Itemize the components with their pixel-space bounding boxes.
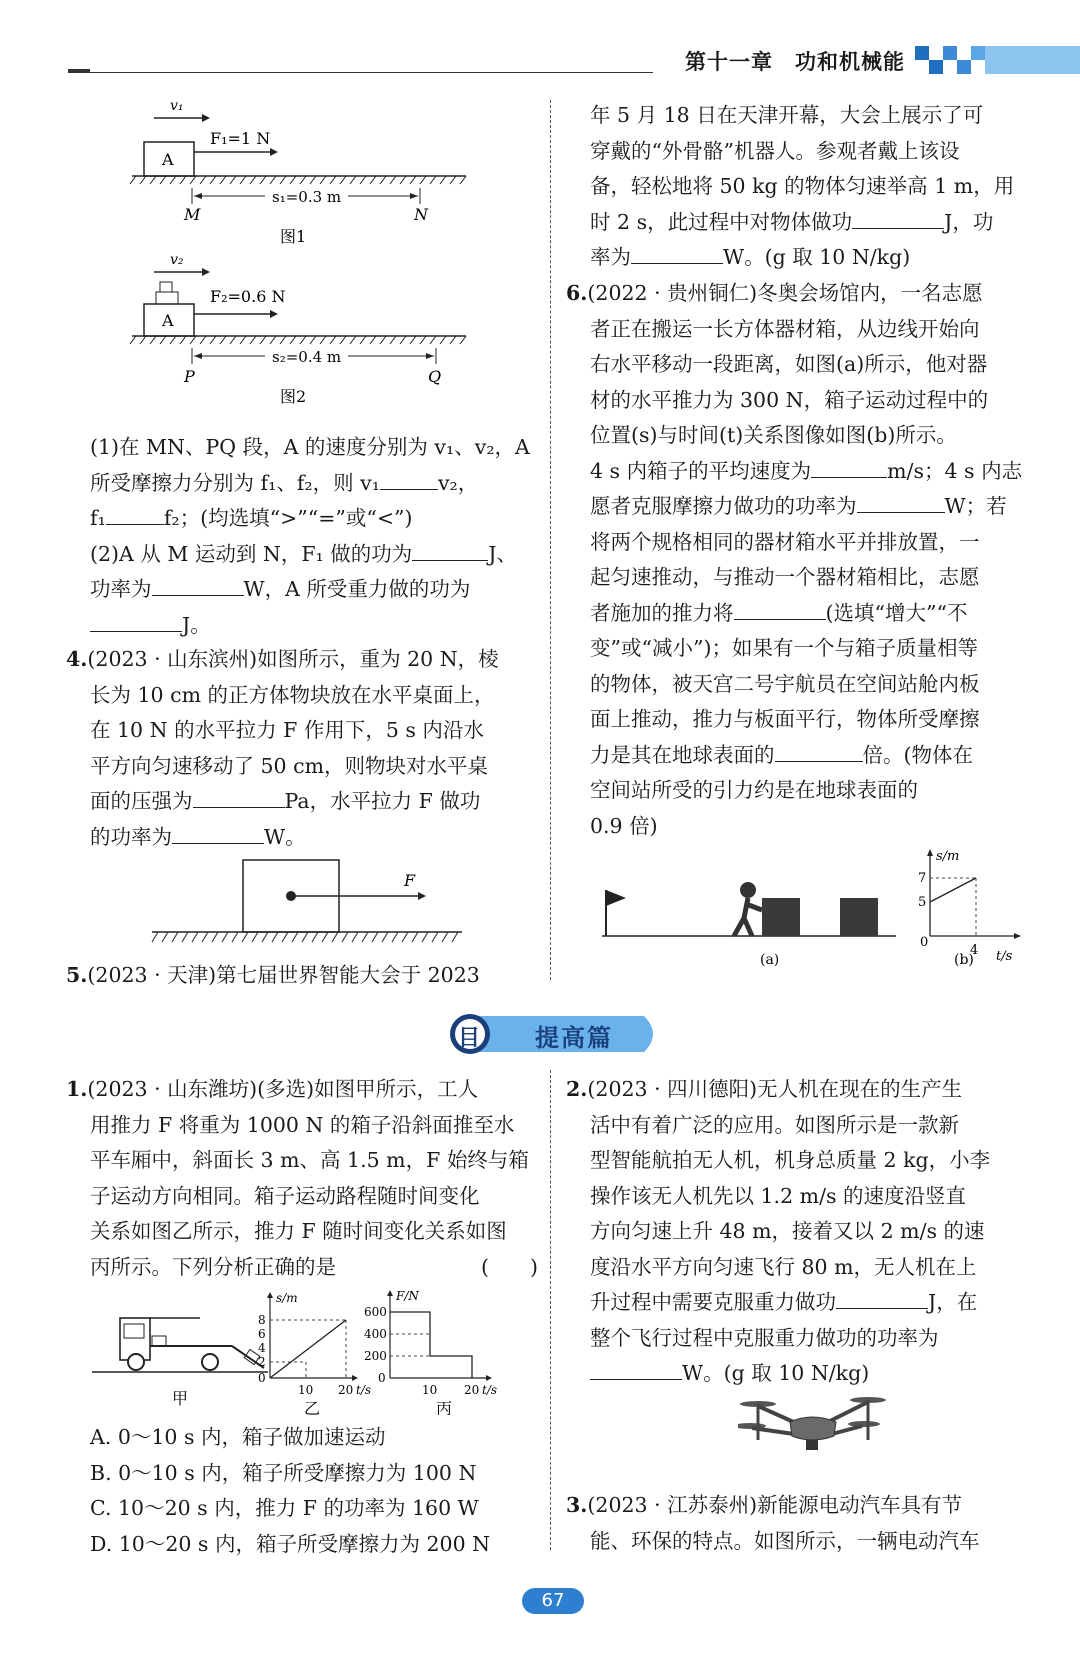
tick-400: 400 — [364, 1327, 387, 1341]
text-line: 1.(2023 · 山东潍坊)(多选)如图甲所示，工人 — [66, 1077, 479, 1101]
option-d[interactable]: D. 10～20 s 内，箱子所受摩擦力为 200 N — [90, 1531, 491, 1556]
section-icon: 目 — [458, 1026, 481, 1051]
tick-4: 4 — [258, 1341, 266, 1355]
block-label: A — [162, 150, 174, 169]
caption-b: (b) — [954, 952, 974, 968]
caption-bing: 丙 — [436, 1399, 453, 1415]
text-line: 将两个规格相同的器材箱水平并排放置，一 — [590, 529, 980, 554]
text-line: 用推力 F 将重为 1000 N 的箱子沿斜面推至水 — [90, 1112, 515, 1137]
text-line: 度沿水平方向匀速飞行 80 m，无人机在上 — [590, 1254, 977, 1279]
caption-jia: 甲 — [172, 1389, 189, 1408]
text-line: 变”或“减小”)；如果有一个与箱子质量相等 — [590, 636, 978, 660]
answer-blank[interactable] — [836, 1288, 928, 1309]
text-line: 长为 10 cm 的正方体物块放在水平桌面上， — [90, 682, 495, 707]
tick-0: 0 — [378, 1371, 386, 1385]
text-line: J。 — [90, 608, 540, 644]
axis-s-label: s/m — [276, 1291, 298, 1305]
text-line: 4.(2023 · 山东滨州)如图所示，重为 20 N，棱 — [66, 647, 499, 671]
text-line: 2.(2023 · 四川德阳)无人机在现在的生产生 — [566, 1077, 963, 1101]
text-line: 者施加的推力将 (选填“增大”“不 — [590, 600, 968, 625]
text-line: 4 s 内箱子的平均速度为 m/s；4 s 内志 — [590, 458, 1023, 483]
question-6 — [566, 276, 1056, 844]
point-q: Q — [428, 367, 442, 386]
text-line: f₁ f₂；(均选填“>”“=”或“<”) — [90, 506, 413, 530]
text-line: 材的水平推力为 300 N，箱子运动过程中的 — [590, 387, 989, 412]
tick-8: 8 — [258, 1313, 266, 1327]
answer-blank[interactable] — [631, 243, 723, 264]
distance-label: s₁=0.3 m — [272, 188, 342, 206]
text-line: 年 5 月 18 日在天津开幕，大会上展示了可 — [590, 103, 984, 127]
text-line: 位置(s)与时间(t)关系图像如图(b)所示。 — [590, 423, 957, 447]
text-line: 6.(2022 · 贵州铜仁)冬奥会场馆内，一名志愿 — [566, 281, 983, 305]
text-line: 愿者克服摩擦力做功的功率为 W；若 — [590, 494, 1007, 518]
tick-x10: 10 — [298, 1383, 314, 1397]
person-head — [740, 882, 756, 898]
axis-s-label: s/m — [936, 849, 960, 864]
text-line: 3.(2023 · 江苏泰州)新能源电动汽车具有节 — [566, 1493, 963, 1517]
text-line: 平车厢中，斜面长 3 m、高 1.5 m，F 始终与箱 — [90, 1148, 529, 1172]
question-3-parts — [90, 430, 540, 643]
axis-t-label: t/s — [482, 1383, 498, 1397]
drone-image — [738, 1390, 888, 1470]
fig2-caption: 图2 — [280, 387, 307, 406]
text-line: 所受摩擦力分别为 f₁、f₂，则 v₁ v₂， — [90, 470, 479, 495]
axis-t-label: t/s — [356, 1383, 372, 1397]
header-decoration — [915, 44, 1080, 84]
caption-a: (a) — [760, 952, 780, 968]
text-line: 的功率为 W。 — [90, 824, 306, 849]
figure-1 — [130, 92, 470, 252]
answer-blank[interactable] — [172, 823, 264, 844]
text-line: 功率为 W，A 所受重力做的功为 — [90, 577, 471, 601]
velocity-label: v₂ — [170, 252, 184, 268]
box-2 — [840, 898, 878, 936]
caption-yi: 乙 — [304, 1399, 321, 1415]
hq-2 — [566, 1072, 1056, 1392]
text-line: 穿戴的“外骨骼”机器人。参观者戴上该设 — [590, 138, 960, 163]
text-line: 率为 W。(g 取 10 N/kg) — [590, 245, 911, 269]
text-line: 能、环保的特点。如图所示，一辆电动汽车 — [590, 1528, 980, 1553]
answer-blank[interactable] — [380, 469, 438, 490]
text-line: 力是其在地球表面的 倍。(物体在 — [590, 742, 973, 767]
truck-scene — [92, 1318, 268, 1372]
text-line: 的物体，被天宫二号宇航员在空间站舱内板 — [590, 671, 980, 696]
tick-0: 0 — [920, 935, 929, 950]
tick-0: 0 — [258, 1371, 266, 1385]
column-divider-top — [550, 100, 551, 980]
page-number: 67 — [522, 1588, 584, 1614]
answer-blank[interactable] — [734, 599, 826, 620]
answer-blank[interactable] — [90, 611, 182, 632]
figure-q4 — [148, 858, 468, 953]
answer-blank[interactable] — [590, 1359, 682, 1380]
text-line: 型智能航拍无人机，机身总质量 2 kg，小李 — [590, 1148, 991, 1172]
answer-bracket[interactable]: ( ) — [481, 1254, 538, 1279]
text-line: 丙所示。下列分析正确的是 ( ) — [66, 1250, 552, 1286]
text-line: (1)在 MN、PQ 段，A 的速度分别为 v₁、v₂，A — [90, 435, 530, 459]
box-1 — [762, 898, 800, 936]
st-graph — [918, 849, 1021, 968]
point-p: P — [184, 367, 195, 386]
text-line: 起匀速推动，与推动一个器材箱相比，志愿 — [590, 565, 980, 589]
tick-7: 7 — [918, 871, 927, 886]
answer-blank[interactable] — [811, 457, 887, 478]
text-line: 操作该无人机先以 1.2 m/s 的速度沿竖直 — [590, 1183, 967, 1208]
text-line: 0.9 倍) — [590, 813, 658, 838]
text-line: 整个飞行过程中克服重力做功的功率为 — [590, 1325, 939, 1350]
text-line: 备，轻松地将 50 kg 的物体匀速举高 1 m，用 — [590, 174, 1015, 198]
answer-blank[interactable] — [152, 575, 244, 596]
block-label: A — [162, 311, 174, 330]
option-b[interactable]: B. 0～10 s 内，箱子所受摩擦力为 100 N — [90, 1460, 477, 1485]
flag — [606, 890, 626, 906]
tick-5: 5 — [918, 895, 927, 910]
option-a[interactable]: A. 0～10 s 内，箱子做加速运动 — [90, 1425, 386, 1449]
text-line: 升过程中需要克服重力做功 J，在 — [590, 1290, 978, 1314]
tick-200: 200 — [364, 1349, 387, 1363]
hq-3 — [566, 1488, 1056, 1559]
chart-yi — [258, 1291, 371, 1397]
force-label: F₂=0.6 N — [210, 287, 286, 306]
header-rule — [68, 72, 653, 73]
text-line: (2)A 从 M 运动到 N，F₁ 做的功为 J、 — [90, 541, 518, 566]
fig1-caption: 图1 — [280, 227, 307, 246]
text-line: 面的压强为 Pa，水平拉力 F 做功 — [90, 789, 481, 813]
axis-t-label: t/s — [996, 949, 1013, 964]
figure-q6 — [598, 848, 1038, 978]
distance-label: s₂=0.4 m — [272, 348, 342, 366]
hq-1-options — [90, 1420, 550, 1562]
hq-1 — [66, 1072, 552, 1285]
text-line: 活中有着广泛的应用。如图所示是一款新 — [590, 1112, 959, 1137]
tick-4: 4 — [970, 943, 979, 958]
text-line: 在 10 N 的水平拉力 F 作用下，5 s 内沿水 — [90, 718, 484, 742]
text-line: W。(g 取 10 N/kg) — [566, 1356, 1056, 1392]
tick-600: 600 — [364, 1305, 387, 1319]
text-line: 5.(2023 · 天津)第七届世界智能大会于 2023 — [66, 963, 480, 987]
figure-hq1 — [92, 1290, 522, 1415]
tick-6: 6 — [258, 1327, 266, 1341]
text-line: 时 2 s，此过程中对物体做功 J，功 — [590, 209, 994, 234]
axis-f-label: F/N — [396, 1290, 419, 1303]
tick-x20: 20 — [464, 1383, 480, 1397]
question-5-start — [66, 958, 546, 994]
answer-blank[interactable] — [775, 741, 863, 762]
answer-blank[interactable] — [412, 540, 488, 561]
figure-2 — [130, 252, 470, 407]
answer-blank[interactable] — [852, 208, 944, 229]
text-line: 者正在搬运一长方体器材箱，从边线开始向 — [590, 316, 980, 341]
text-line: 面上推动，推力与板面平行，物体所受摩擦 — [590, 707, 980, 731]
bing-step — [390, 1312, 472, 1378]
text-line: 空间站所受的引力约是在地球表面的 — [590, 778, 918, 802]
chart-bing — [364, 1290, 497, 1397]
text-line: 关系如图乙所示，推力 F 随时间变化关系如图 — [90, 1219, 507, 1243]
point-m: M — [184, 205, 201, 224]
text-line: 右水平移动一段距离，如图(a)所示，他对器 — [590, 352, 988, 376]
question-5-cont — [590, 98, 1050, 276]
answer-blank[interactable] — [857, 492, 945, 513]
velocity-label: v₁ — [170, 98, 184, 114]
tick-2: 2 — [258, 1355, 266, 1369]
text-line: 平方向匀速移动了 50 cm，则物块对水平桌 — [90, 753, 489, 778]
force-label: F — [404, 871, 416, 890]
answer-blank[interactable] — [193, 787, 285, 808]
tick-x20: 20 — [338, 1383, 354, 1397]
text-line: 方向匀速上升 48 m，接着又以 2 m/s 的速 — [590, 1219, 985, 1243]
section-title: 提高篇 — [535, 1024, 613, 1052]
st-line — [930, 878, 976, 902]
text-line: 子运动方向相同。箱子运动路程随时间变化 — [90, 1183, 480, 1208]
question-4 — [66, 642, 546, 855]
yi-line — [270, 1320, 346, 1378]
tick-x10: 10 — [422, 1383, 438, 1397]
answer-blank[interactable] — [106, 504, 164, 525]
point-n: N — [414, 205, 428, 224]
force-label: F₁=1 N — [210, 129, 271, 148]
chapter-title: 第十一章 功和机械能 — [685, 50, 905, 74]
option-c[interactable]: C. 10～20 s 内，推力 F 的功率为 160 W — [90, 1496, 479, 1520]
